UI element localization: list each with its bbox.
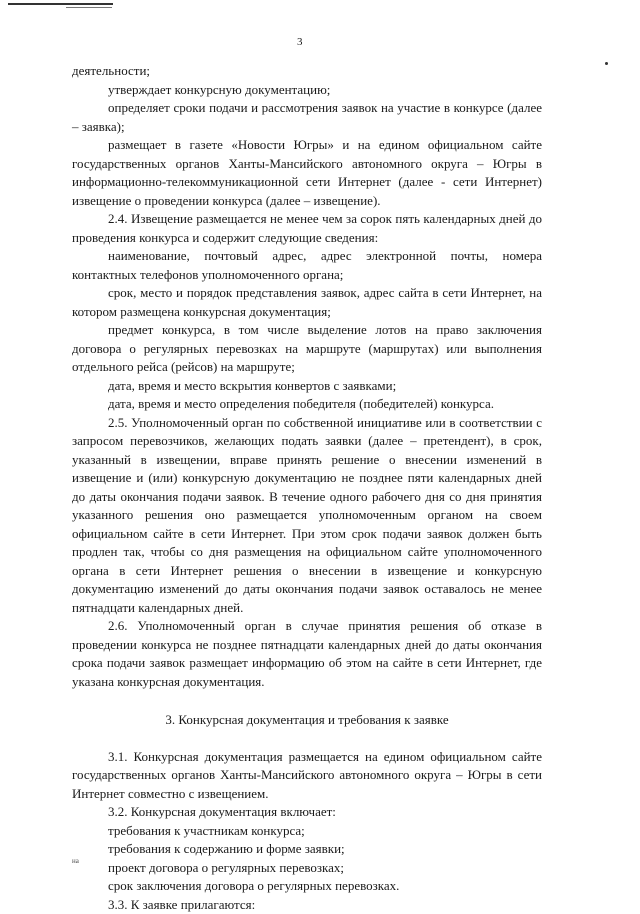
paragraph: утверждает конкурсную документацию; <box>72 81 542 100</box>
section-heading: 3. Конкурсная документация и требования к заявке <box>72 711 542 730</box>
paragraph: 2.6. Уполномоченный орган в случае принятия решения об отказе в проведении конкурса не позднее пятнадцати календарных дней до даты окончания срока подачи заявок размещает информацию об этом на сайте в сети Интернет, где указана конкурсная документация. <box>72 617 542 691</box>
scan-mark-line <box>66 7 112 8</box>
paragraph: срок, место и порядок представления заявок, адрес сайта в сети Интернет, на котором размещена конкурсная документация; <box>72 284 542 321</box>
paragraph: требования к участникам конкурса; <box>72 822 542 841</box>
paragraph: 3.3. К заявке прилагаются: <box>72 896 542 914</box>
paragraph: 2.4. Извещение размещается не менее чем за сорок пять календарных дней до проведения конкурса и содержит следующие сведения: <box>72 210 542 247</box>
page-number: 3 <box>297 36 303 48</box>
paragraph: дата, время и место определения победителя (победителей) конкурса. <box>72 395 542 414</box>
paragraph: дата, время и место вскрытия конвертов с заявками; <box>72 377 542 396</box>
paragraph: срок заключения договора о регулярных перевозках. <box>72 877 542 896</box>
document-body <box>72 62 542 914</box>
paragraph: деятельности; <box>72 62 542 81</box>
paragraph: 3.2. Конкурсная документация включает: <box>72 803 542 822</box>
paragraph: наименование, почтовый адрес, адрес электронной почты, номера контактных телефонов уполномоченного органа; <box>72 247 542 284</box>
paragraph: размещает в газете «Новости Югры» и на едином официальном сайте государственных органов Ханты-Мансийского автономного округа – Югры в информационно-телекоммуникационной сети Интернет (далее - сети Интернет) извещение о проведении конкурса (далее – извещение). <box>72 136 542 210</box>
paragraphs-block-2 <box>72 748 542 914</box>
paragraphs-block-1 <box>72 62 542 691</box>
paragraph: проект договора о регулярных перевозках; <box>72 859 542 878</box>
footer-mark: на <box>72 857 79 865</box>
paragraph: определяет сроки подачи и рассмотрения заявок на участие в конкурсе (далее – заявка); <box>72 99 542 136</box>
scan-speck <box>605 62 608 65</box>
paragraph: 3.1. Конкурсная документация размещается на едином официальном сайте государственных органов Ханты-Мансийского автономного округа – Югры в сети Интернет совместно с извещением. <box>72 748 542 804</box>
paragraph: 2.5. Уполномоченный орган по собственной инициативе или в соответствии с запросом перевозчиков, желающих подать заявки (далее – претендент), в срок, указанный в извещении, вправе принять решение о внесении изменений в извещение и (или) конкурсную документацию не позднее пяти календарных дней до даты окончания подачи заявок. В течение одного рабочего дня со дня принятия указанного решения оно размещается уполномоченным органом на своем официальном сайте в сети Интернет. При этом срок подачи заявок должен быть продлен так, чтобы со дня размещения на официальном сайте уполномоченного органа в сети Интернет решения о внесении в извещение и конкурсную документацию изменений до даты окончания подачи заявок оставалось не менее пятнадцати календарных дней. <box>72 414 542 618</box>
scan-mark-line <box>8 3 113 5</box>
paragraph: предмет конкурса, в том числе выделение лотов на право заключения договора о регулярных перевозках на маршруте (маршрутах) или выполнения отдельного рейса (рейсов) на маршруте; <box>72 321 542 377</box>
paragraph: требования к содержанию и форме заявки; <box>72 840 542 859</box>
